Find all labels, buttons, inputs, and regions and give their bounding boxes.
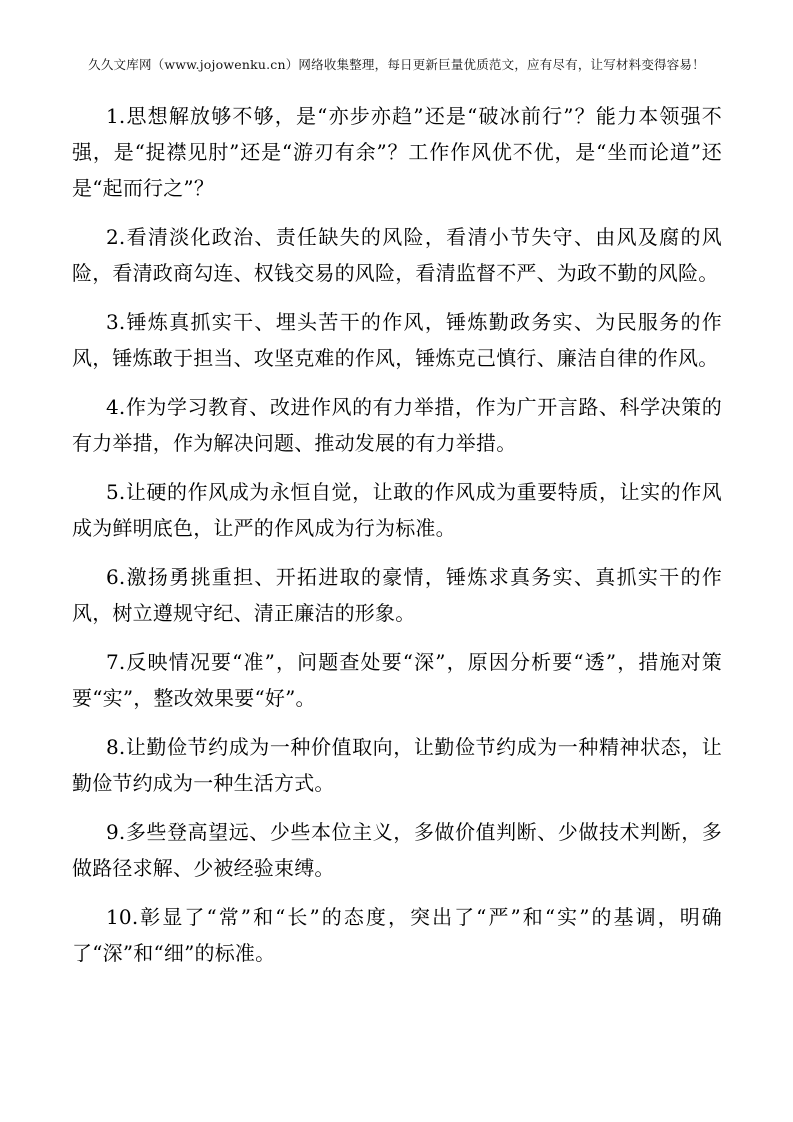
- paragraph-5: 5.让硬的作风成为永恒自觉，让敢的作风成为重要特质，让实的作风成为鲜明底色，让严的作风成为行为标准。: [72, 480, 722, 540]
- paragraph-6: 6.激扬勇挑重担、开拓进取的豪情，锤炼求真务实、真抓实干的作风，树立遵规守纪、清正廉洁的形象。: [72, 565, 722, 625]
- paragraph-3: 3.锤炼真抓实干、埋头苦干的作风，锤炼勤政务实、为民服务的作风，锤炼敢于担当、攻坚克难的作风，锤炼克己慎行、廉洁自律的作风。: [72, 310, 722, 370]
- paragraph-7: 7.反映情况要“准”，问题查处要“深”，原因分析要“透”，措施对策要“实”，整改效果要“好”。: [72, 650, 722, 710]
- paragraph-2: 2.看清淡化政治、责任缺失的风险，看清小节失守、由风及腐的风险，看清政商勾连、权钱交易的风险，看清监督不严、为政不勤的风险。: [72, 225, 722, 285]
- paragraph-8: 8.让勤俭节约成为一种价值取向，让勤俭节约成为一种精神状态，让勤俭节约成为一种生活方式。: [72, 735, 722, 795]
- paragraph-1: 1.思想解放够不够，是“亦步亦趋”还是“破冰前行”？能力本领强不强，是“捉襟见肘”还是“游刃有余”？工作作风优不优，是“坐而论道”还是“起而行之”？: [72, 104, 722, 200]
- paragraph-10: 10.彰显了“常”和“长”的态度，突出了“严”和“实”的基调，明确了“深”和“细”的标准。: [72, 905, 722, 965]
- paragraph-9: 9.多些登高望远、少些本位主义，多做价值判断、少做技术判断，多做路径求解、少被经验束缚。: [72, 820, 722, 880]
- document-body: [72, 98, 722, 984]
- page-header: 久久文库网（www.jojowenku.cn）网络收集整理，每日更新巨量优质范文，应有尽有，让写材料变得容易！: [88, 57, 705, 72]
- paragraph-4: 4.作为学习教育、改进作风的有力举措，作为广开言路、科学决策的有力举措，作为解决问题、推动发展的有力举措。: [72, 395, 722, 455]
